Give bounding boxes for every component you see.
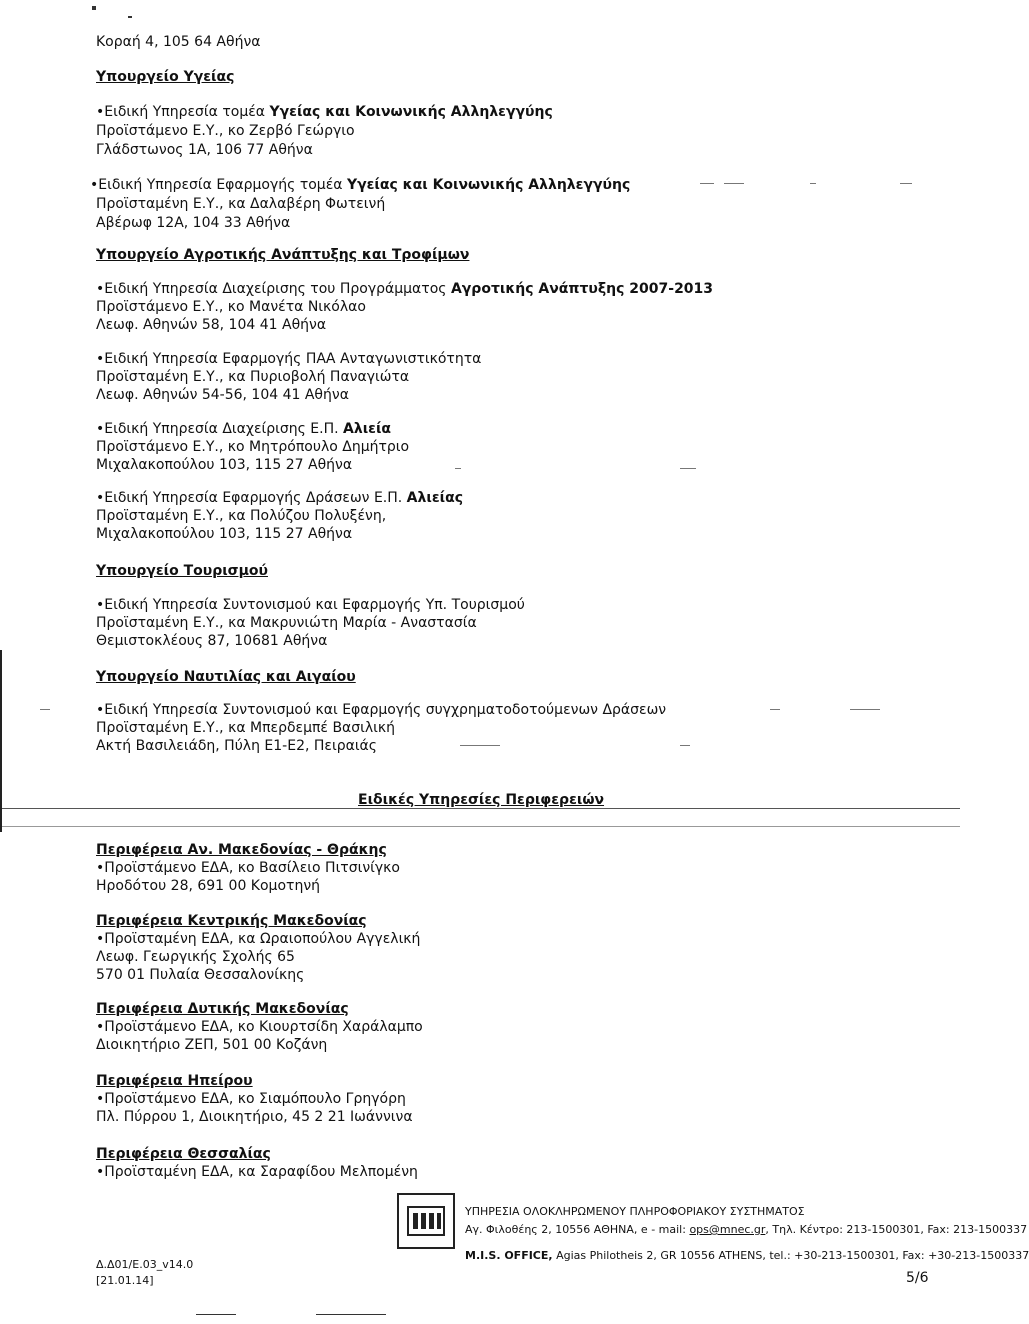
- region-line: • Προϊστάμενο ΕΔΑ, κο Κιουρτσίδη Χαράλαμπο: [96, 1018, 423, 1036]
- scan-dash: [770, 709, 780, 710]
- regional-heading: Ειδικές Υπηρεσίες Περιφερειών: [358, 792, 605, 808]
- region-heading: Περιφέρεια Αν. Μακεδονίας - Θράκης: [96, 842, 387, 858]
- entry-line: Προϊσταμένη Ε.Υ., κα Δαλαβέρη Φωτεινή: [96, 196, 386, 212]
- entry-title: • Ειδική Υπηρεσία Εφαρμογής Δράσεων Ε.Π. Αλιείας: [96, 489, 463, 507]
- region-line: • Προϊσταμένη ΕΔΑ, κα Ωραιοπούλου Αγγελική: [96, 930, 420, 948]
- scan-margin-line: [0, 650, 2, 800]
- entry-title: • Ειδική Υπηρεσία Συντονισμού και Εφαρμογής Υπ. Τουρισμού: [96, 596, 525, 614]
- scan-rule: [0, 826, 960, 827]
- scan-dash: [196, 1314, 236, 1315]
- region-heading: Περιφέρεια Κεντρικής Μακεδονίας: [96, 913, 367, 929]
- entry-title: • Ειδική Υπηρεσία Εφαρμογής ΠΑΑ Ανταγωνιστικότητα: [96, 350, 481, 368]
- scan-dash: [460, 745, 500, 746]
- entry-line: Προϊστάμενο Ε.Υ., κο Μανέτα Νικόλαο: [96, 299, 366, 315]
- entry-line: Προϊσταμένη Ε.Υ., κα Μπερδεμπέ Βασιλική: [96, 720, 396, 736]
- region-line: Ηροδότου 28, 691 00 Κομοτηνή: [96, 878, 321, 894]
- region-line: Διοικητήριο ΖΕΠ, 501 00 Κοζάνη: [96, 1037, 328, 1053]
- region-heading: Περιφέρεια Δυτικής Μακεδονίας: [96, 1001, 349, 1017]
- section-heading: Υπουργείο Τουρισμού: [96, 563, 268, 579]
- scan-mark: [92, 6, 96, 10]
- footer-email-link[interactable]: ops@mnec.gr: [689, 1223, 766, 1236]
- region-line: • Προϊστάμενο ΕΔΑ, κο Βασίλειο Πιτσινίγκο: [96, 859, 400, 877]
- region-line: 570 01 Πυλαία Θεσσαλονίκης: [96, 967, 305, 983]
- scan-margin-line: [0, 792, 2, 832]
- scan-dash: [680, 745, 690, 746]
- region-line: Πλ. Πύρρου 1, Διοικητήριο, 45 2 21 Ιωάννινα: [96, 1109, 413, 1125]
- region-line: Λεωφ. Γεωργικής Σχολής 65: [96, 949, 295, 965]
- footer-mis-office: M.I.S. OFFICE, Agias Philotheis 2, GR 10556 ATHENS, tel.: +30-213-1500301, Fax: +30-213-1500337: [465, 1249, 1029, 1262]
- footer-doc-code: Δ.Δ01/Ε.03_v14.0: [96, 1258, 194, 1271]
- entry-title: • Ειδική Υπηρεσία Διαχείρισης του Προγράμματος Αγροτικής Ανάπτυξης 2007-2013: [96, 280, 713, 298]
- entry-title: • Ειδική Υπηρεσία Συντονισμού και Εφαρμογής συγχρηματοδοτούμενων Δράσεων: [96, 701, 666, 719]
- footer-page-number: 5/6: [906, 1270, 929, 1286]
- scan-dash: [680, 468, 696, 469]
- top-address: Κοραή 4, 105 64 Αθήνα: [96, 34, 261, 50]
- entry-line: Προϊστάμενο Ε.Υ., κο Ζερβό Γεώργιο: [96, 123, 355, 139]
- mis-logo-icon: [397, 1193, 455, 1249]
- entry-title: • Ειδική Υπηρεσία Εφαρμογής τομέα Υγείας και Κοινωνικής Αλληλεγγύης: [90, 176, 630, 194]
- footer-org-contact: Αγ. Φιλοθέης 2, 10556 ΑΘΗΝΑ, e - mail: ops@mnec.gr, Τηλ. Κέντρο: 213-1500301, Fax: 213-1500337: [465, 1223, 1028, 1236]
- scan-mark: [128, 16, 132, 18]
- entry-line: Ακτή Βασιλειάδη, Πύλη Ε1-Ε2, Πειραιάς: [96, 738, 378, 754]
- entry-title: • Ειδική Υπηρεσία τομέα Υγείας και Κοινωνικής Αλληλεγγύης: [96, 103, 553, 121]
- entry-line: Λεωφ. Αθηνών 54-56, 104 41 Αθήνα: [96, 387, 349, 403]
- entry-line: Προϊσταμένη Ε.Υ., κα Πυριοβολή Παναγιώτα: [96, 369, 410, 385]
- scan-dash: [700, 183, 714, 184]
- scan-rule: [0, 808, 960, 809]
- entry-line: Αβέρωφ 12Α, 104 33 Αθήνα: [96, 215, 291, 231]
- entry-title: • Ειδική Υπηρεσία Διαχείρισης Ε.Π. Αλιεία: [96, 420, 391, 438]
- entry-line: Θεμιστοκλέους 87, 10681 Αθήνα: [96, 633, 328, 649]
- scan-dash: [850, 709, 880, 710]
- scan-dash: [455, 468, 461, 469]
- scan-dash: [316, 1314, 386, 1315]
- region-line: • Προϊστάμενο ΕΔΑ, κο Σιαμόπουλο Γρηγόρη: [96, 1090, 406, 1108]
- region-line: • Προϊσταμένη ΕΔΑ, κα Σαραφίδου Μελπομένη: [96, 1163, 418, 1181]
- section-heading: Υπουργείο Υγείας: [96, 69, 235, 85]
- section-heading: Υπουργείο Ναυτιλίας και Αιγαίου: [96, 669, 356, 685]
- region-heading: Περιφέρεια Ηπείρου: [96, 1073, 253, 1089]
- scan-dash: [724, 183, 744, 184]
- section-heading: Υπουργείο Αγροτικής Ανάπτυξης και Τροφίμων: [96, 247, 470, 263]
- entry-line: Γλάδστωνος 1Α, 106 77 Αθήνα: [96, 142, 313, 158]
- entry-line: Μιχαλακοπούλου 103, 115 27 Αθήνα: [96, 526, 353, 542]
- entry-line: Προϊσταμένη Ε.Υ., κα Πολύζου Πολυξένη,: [96, 508, 387, 524]
- scan-dash: [40, 709, 50, 710]
- footer-org-title: ΥΠΗΡΕΣΙΑ ΟΛΟΚΛΗΡΩΜΕΝΟΥ ΠΛΗΡΟΦΟΡΙΑΚΟΥ ΣΥΣΤΗΜΑΤΟΣ: [465, 1205, 805, 1218]
- footer-doc-date: [21.01.14]: [96, 1274, 154, 1287]
- scan-dash: [810, 183, 816, 184]
- region-heading: Περιφέρεια Θεσσαλίας: [96, 1146, 271, 1162]
- scan-dash: [900, 183, 912, 184]
- entry-line: Λεωφ. Αθηνών 58, 104 41 Αθήνα: [96, 317, 327, 333]
- entry-line: Μιχαλακοπούλου 103, 115 27 Αθήνα: [96, 457, 353, 473]
- entry-line: Προϊσταμένη Ε.Υ., κα Μακρυνιώτη Μαρία - Αναστασία: [96, 615, 477, 631]
- entry-line: Προϊστάμενο Ε.Υ., κο Μητρόπουλο Δημήτριο: [96, 439, 410, 455]
